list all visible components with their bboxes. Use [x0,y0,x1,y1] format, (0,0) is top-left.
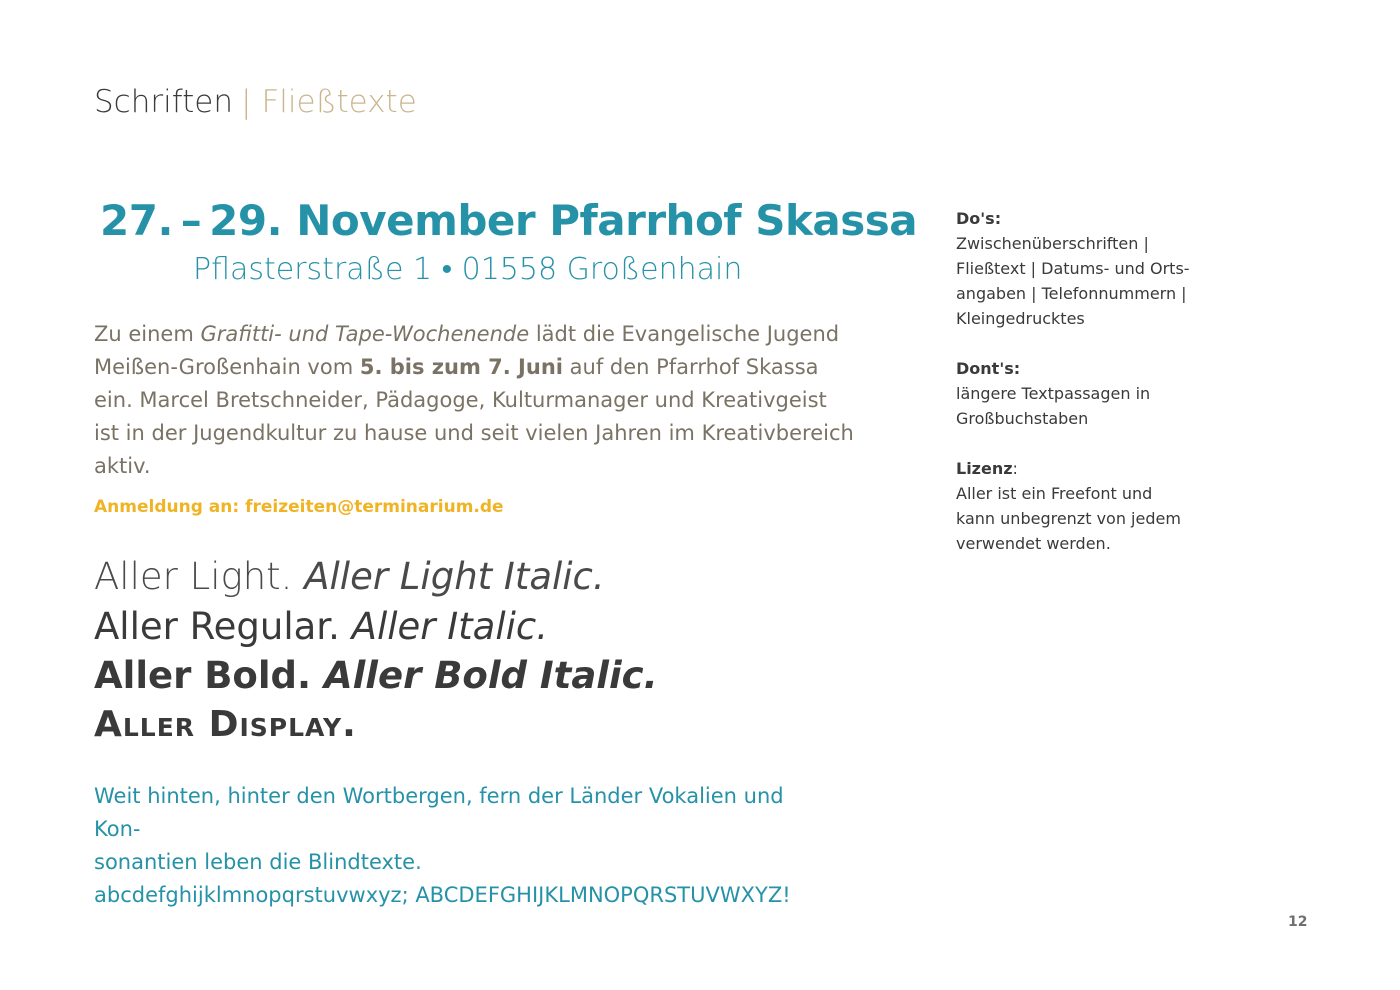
donts-title: Dont's: [956,359,1021,378]
body-italic-text: Grafitti- und Tape-Wochenende [200,322,530,346]
specimen-display: Aller Display. [94,704,357,745]
donts-text: längere Textpassagen in Großbuchstaben [956,384,1151,428]
license-text: Aller ist ein Freefont und kann unbegrenzt von jedem verwendet werden. [956,484,1181,553]
dos-block [956,206,1196,331]
specimen-light-italic-label: Aller Light Italic. [304,555,605,598]
specimen-light-label: Aller Light. [94,555,293,598]
body-text-part: auf den Pfarrhof Skassa ein. Marcel Bretschneider, Pädagoge, Kulturmanager und Kreativgeist ist in der Jugendkultur zu hause und seit vielen Jahren im Kreativbereich aktiv. [94,355,854,478]
license-colon: : [1012,459,1018,478]
usage-notes [956,206,1196,581]
blindtext-line: Weit hinten, hinter den Wortbergen, fern der Länder Vokalien und Kon- [94,784,784,841]
specimen-regular-label: Aller Regular. [94,605,340,648]
body-bold-text: 5. bis zum 7. Juni [359,355,563,379]
specimen-light [94,552,605,602]
body-text-part: Zu einem [94,322,201,346]
event-address: Pflasterstraße 1 • 01558 Großenhain [193,252,743,287]
license-title: Lizenz [956,459,1013,478]
header-title: Schriften [94,84,233,120]
specimen-bold-italic-label: Aller Bold Italic. [323,654,658,697]
specimen-italic-label: Aller Italic. [351,605,549,648]
specimen-regular [94,602,548,652]
body-paragraph [94,318,854,483]
dos-title: Do's: [956,209,1002,228]
event-headline: 27. – 29. November Pfarrhof Skassa [100,196,918,245]
specimen-bold [94,651,658,701]
header-subtitle: Fließtexte [261,84,417,120]
header-separator: | [240,84,252,120]
donts-block [956,356,1196,431]
signup-line: Anmeldung an: freizeiten@terminarium.de [94,497,504,517]
dos-text: Zwischenüberschriften | Fließtext | Datums- und Orts-angaben | Telefonnummern | Kleingedrucktes [956,234,1190,328]
specimen-bold-label: Aller Bold. [94,654,312,697]
license-block [956,456,1196,556]
body-text-part: lädt die Evangelische Jugend Meißen-Großenhain vom [94,322,840,379]
page-header [94,84,417,120]
blindtext-line: sonantien leben die Blindtexte. [94,850,422,874]
blindtext-block [94,780,834,912]
page-number: 12 [1288,914,1308,930]
alphabet-line: abcdefghijklmnopqrstuvwxyz; ABCDEFGHIJKLMNOPQRSTUVWXYZ! [94,883,791,907]
